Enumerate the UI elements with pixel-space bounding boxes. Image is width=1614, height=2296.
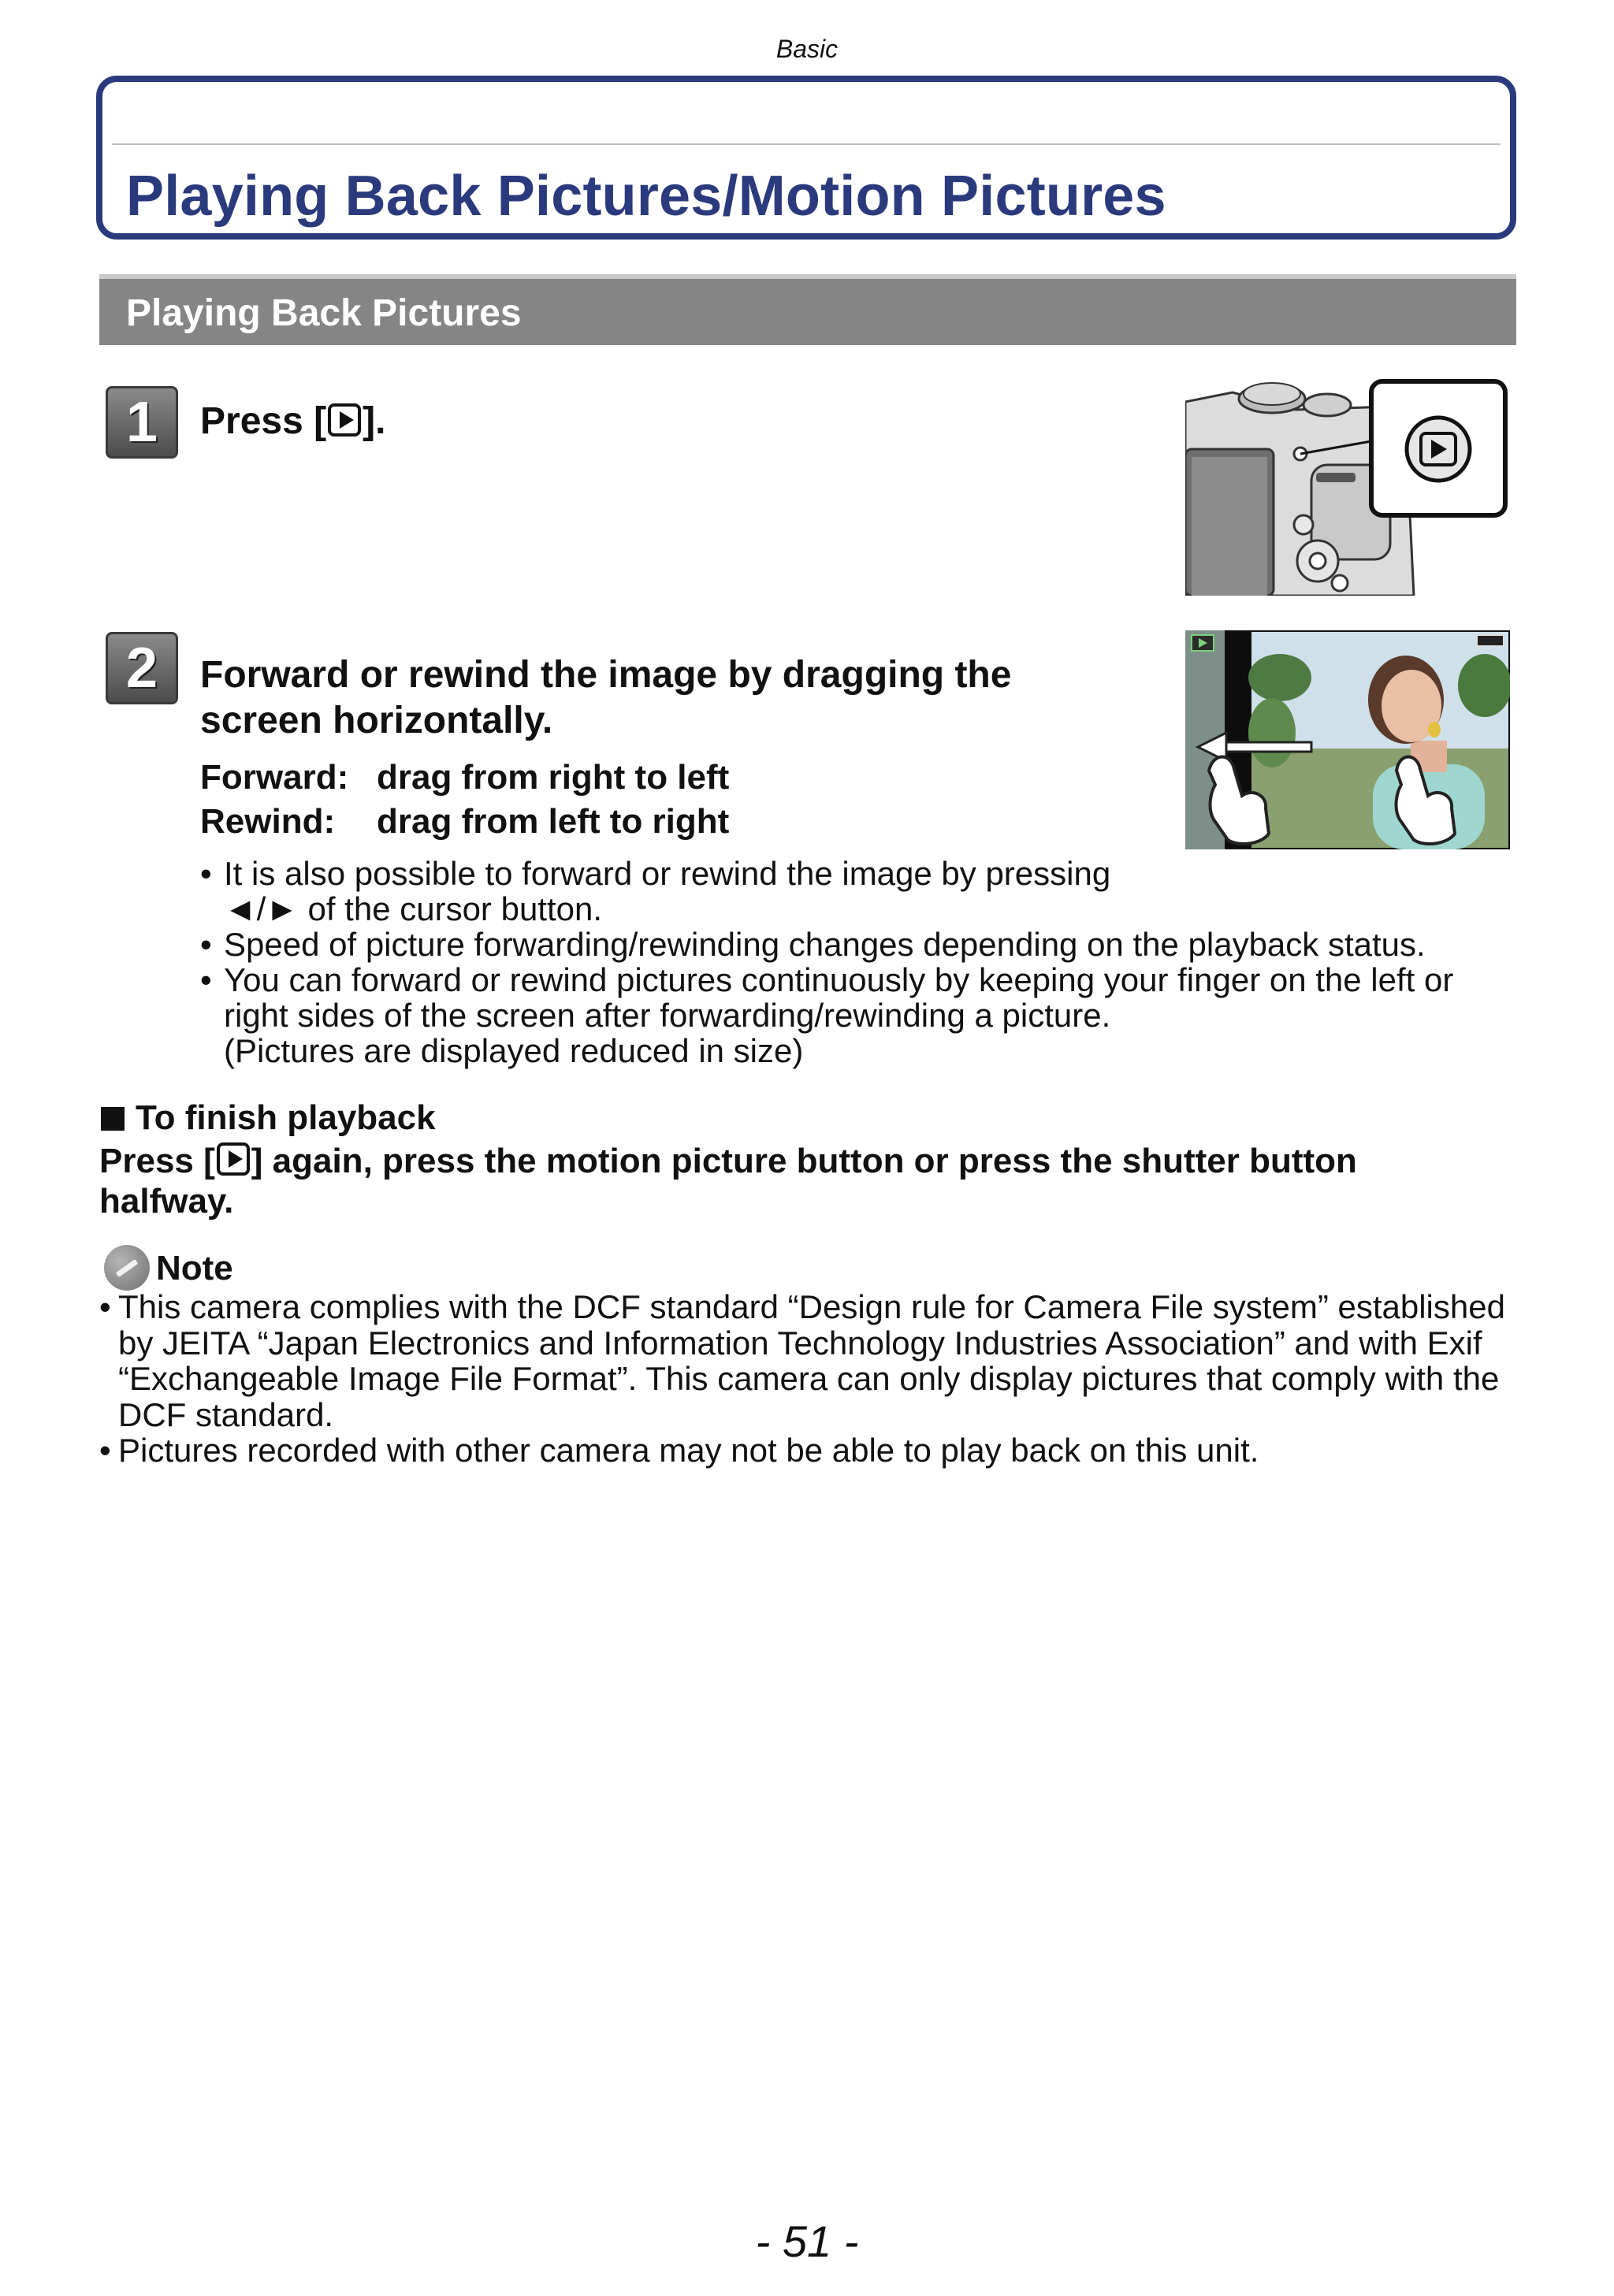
finish-text-after: ] again, press the motion picture button or press the shutter button xyxy=(251,1142,1357,1180)
subsection-header xyxy=(99,274,1516,345)
bullet-line: • It is also possible to forward or rewind the image by pressing xyxy=(224,855,1111,892)
square-bullet-icon xyxy=(101,1107,125,1131)
note-line: • This camera complies with the DCF standard “Design rule for Camera File system” established xyxy=(118,1288,1505,1325)
step-1-text-after: ]. xyxy=(363,400,386,442)
play-button-icon xyxy=(328,403,361,437)
definition-rewind xyxy=(200,802,729,841)
definition-desc: drag from right to left xyxy=(377,758,730,797)
pencil-icon xyxy=(104,1245,150,1291)
play-button-icon xyxy=(217,1142,250,1176)
note-line: “Exchangeable Image File Format”. This camera can only display pictures that comply with the xyxy=(118,1360,1500,1397)
touch-drag-illustration xyxy=(1185,630,1510,849)
note-heading xyxy=(104,1245,233,1291)
step-2-line2: screen horizontally. xyxy=(200,700,553,741)
step-1-text-before: Press [ xyxy=(200,400,327,442)
page-number: - 51 - xyxy=(755,2216,859,2266)
finish-line-1 xyxy=(99,1141,1518,1181)
bullet-line: right sides of the screen after forwarding/rewinding a picture. xyxy=(224,997,1111,1034)
section-tag: Basic xyxy=(775,35,839,63)
definition-desc: drag from left to right xyxy=(377,802,730,841)
step-2-bullets xyxy=(200,856,1516,1068)
note-list xyxy=(99,1289,1518,1469)
subsection-title: Playing Back Pictures xyxy=(126,292,522,334)
title-box xyxy=(96,76,1516,240)
bullet-line: (Pictures are displayed reduced in size) xyxy=(224,1032,804,1069)
note-line: DCF standard. xyxy=(118,1395,334,1433)
camera-illustration xyxy=(1185,378,1508,596)
title-divider xyxy=(112,143,1501,145)
finish-heading xyxy=(101,1098,436,1138)
bullet-line: • Speed of picture forwarding/rewinding changes depending on the playback status. xyxy=(224,926,1426,963)
step-1-badge: 1 xyxy=(106,386,178,459)
finish-line-2: halfway. xyxy=(99,1182,234,1220)
page-title: Playing Back Pictures/Motion Pictures xyxy=(126,165,1166,228)
bullet-item xyxy=(200,856,1516,927)
finish-text-before: Press [ xyxy=(99,1142,215,1180)
bullet-line: ◄/► of the cursor button. xyxy=(224,890,603,927)
definition-term: Rewind: xyxy=(200,802,336,841)
note-item xyxy=(99,1432,1518,1469)
finish-body xyxy=(99,1141,1518,1221)
note-line: • Pictures recorded with other camera may not be able to play back on this unit. xyxy=(118,1432,1259,1469)
step-1-text xyxy=(200,399,385,444)
note-line: by JEITA “Japan Electronics and Information Technology Industries Association” and with Exif xyxy=(118,1324,1482,1362)
step-2-badge: 2 xyxy=(106,632,178,704)
definition-forward xyxy=(200,758,729,797)
note-item xyxy=(99,1289,1518,1432)
finish-heading-text: To finish playback xyxy=(136,1098,436,1137)
bullet-line: • You can forward or rewind pictures continuously by keeping your finger on the left or xyxy=(224,961,1454,998)
bullet-item xyxy=(200,962,1516,1068)
note-heading-text: Note xyxy=(156,1249,233,1287)
step-2-line1: Forward or rewind the image by dragging the xyxy=(200,654,1012,696)
bullet-item xyxy=(200,927,1516,962)
definition-term: Forward: xyxy=(200,758,349,797)
